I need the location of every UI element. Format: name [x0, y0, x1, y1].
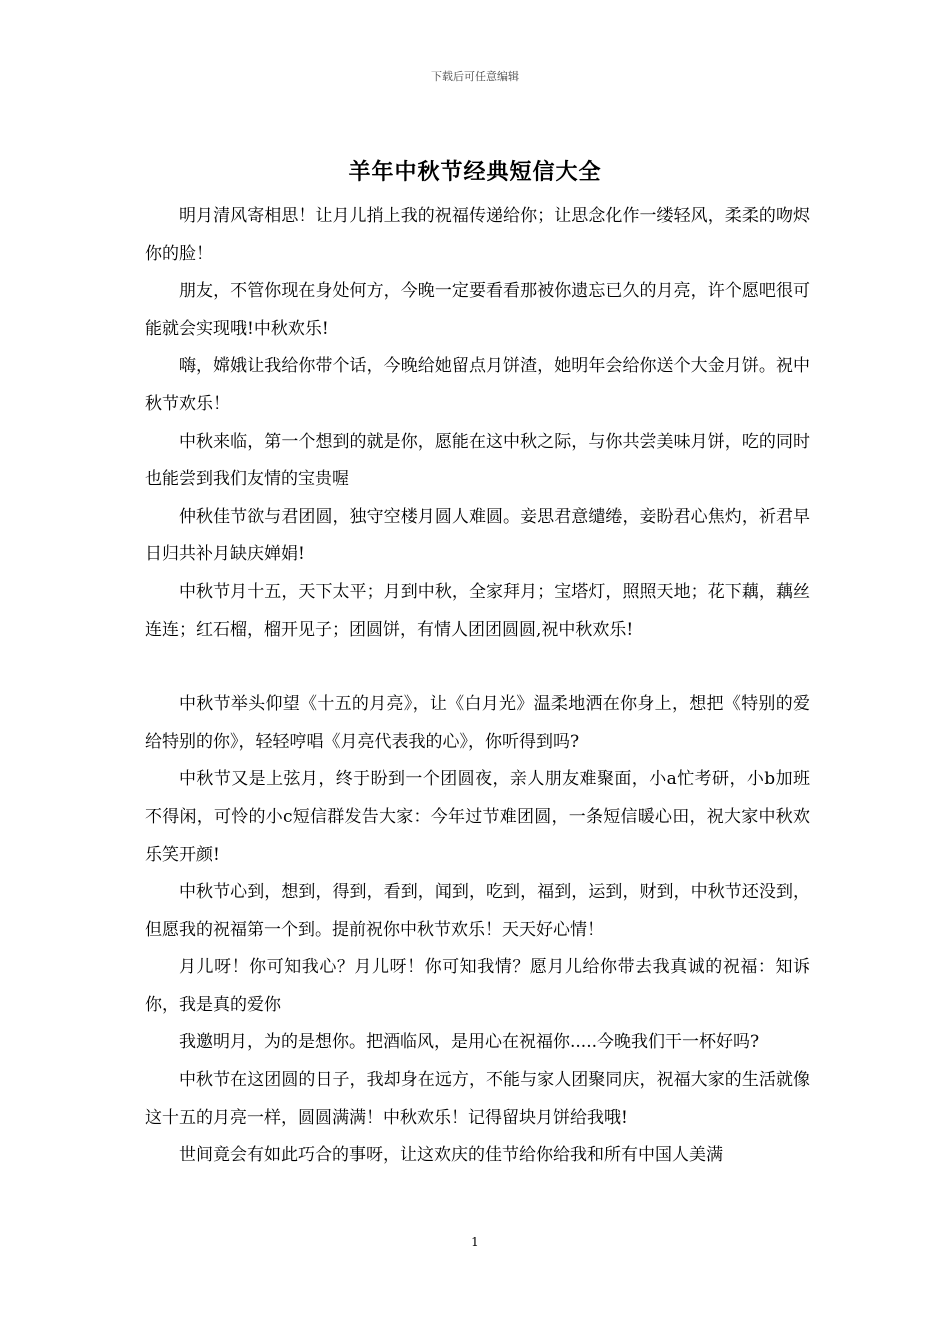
paragraph-11: 我邀明月，为的是想你。把酒临风，是用心在祝福你.....今晚我们干一杯好吗? [179, 1032, 760, 1053]
paragraph-7: 中秋节举头仰望《十五的月亮》，让《白月光》温柔地洒在你身上，想把《特别的爱给特别的你》，轻轻哼唱《月亮代表我的心》，你听得到吗? [145, 694, 810, 752]
document-title: 羊年中秋节经典短信大全 [348, 159, 602, 185]
paragraph-5: 仲秋佳节欲与君团圆，独守空楼月圆人难圆。妾思君意缱绻，妾盼君心焦灼，祈君早日归共补月缺庆婵娟! [145, 506, 810, 565]
paragraph-9: 中秋节心到，想到，得到，看到，闻到，吃到，福到，运到，财到，中秋节还没到，但愿我的祝福第一个到。提前祝你中秋节欢乐！天天好心情！ [145, 882, 810, 940]
paragraph-12: 中秋节在这团圆的日子，我却身在远方，不能与家人团聚同庆，祝福大家的生活就像这十五的月亮一样，圆圆满满！中秋欢乐！记得留块月饼给我哦! [145, 1070, 810, 1128]
paragraph-8: 中秋节又是上弦月，终于盼到一个团圆夜，亲人朋友难聚面，小a忙考研，小b加班不得闲，可怜的小c短信群发告大家：今年过节难团圆，一条短信暖心田，祝大家中秋欢乐笑开颜! [145, 769, 810, 865]
header-note: 下载后可任意编辑 [431, 70, 519, 83]
paragraph-10: 月儿呀！你可知我心？月儿呀！你可知我情？愿月儿给你带去我真诚的祝福：知诉你，我是真的爱你 [145, 957, 810, 1015]
document-body [145, 198, 810, 1175]
paragraph-2: 朋友，不管你现在身处何方，今晚一定要看看那被你遗忘已久的月亮，许个愿吧很可能就会实现哦!中秋欢乐! [145, 281, 810, 339]
paragraph-6: 中秋节月十五，天下太平；月到中秋，全家拜月；宝塔灯，照照天地；花下藕，藕丝连连；红石榴，榴开见子；团圆饼，有情人团团圆圆,祝中秋欢乐! [145, 581, 810, 640]
page-number: 1 [471, 1235, 479, 1249]
paragraph-13: 世间竟会有如此巧合的事呀，让这欢庆的佳节给你给我和所有中国人美满 [179, 1145, 723, 1166]
paragraph-4: 中秋来临，第一个想到的就是你，愿能在这中秋之际，与你共尝美味月饼，吃的同时也能尝到我们友情的宝贵喔 [145, 431, 810, 490]
paragraph-3: 嗨，嫦娥让我给你带个话，今晚给她留点月饼渣，她明年会给你送个大金月饼。祝中秋节欢乐！ [145, 356, 810, 414]
paragraph-1: 明月清风寄相思！让月儿捎上我的祝福传递给你；让思念化作一缕轻风，柔柔的吻烬你的脸！ [145, 206, 810, 264]
